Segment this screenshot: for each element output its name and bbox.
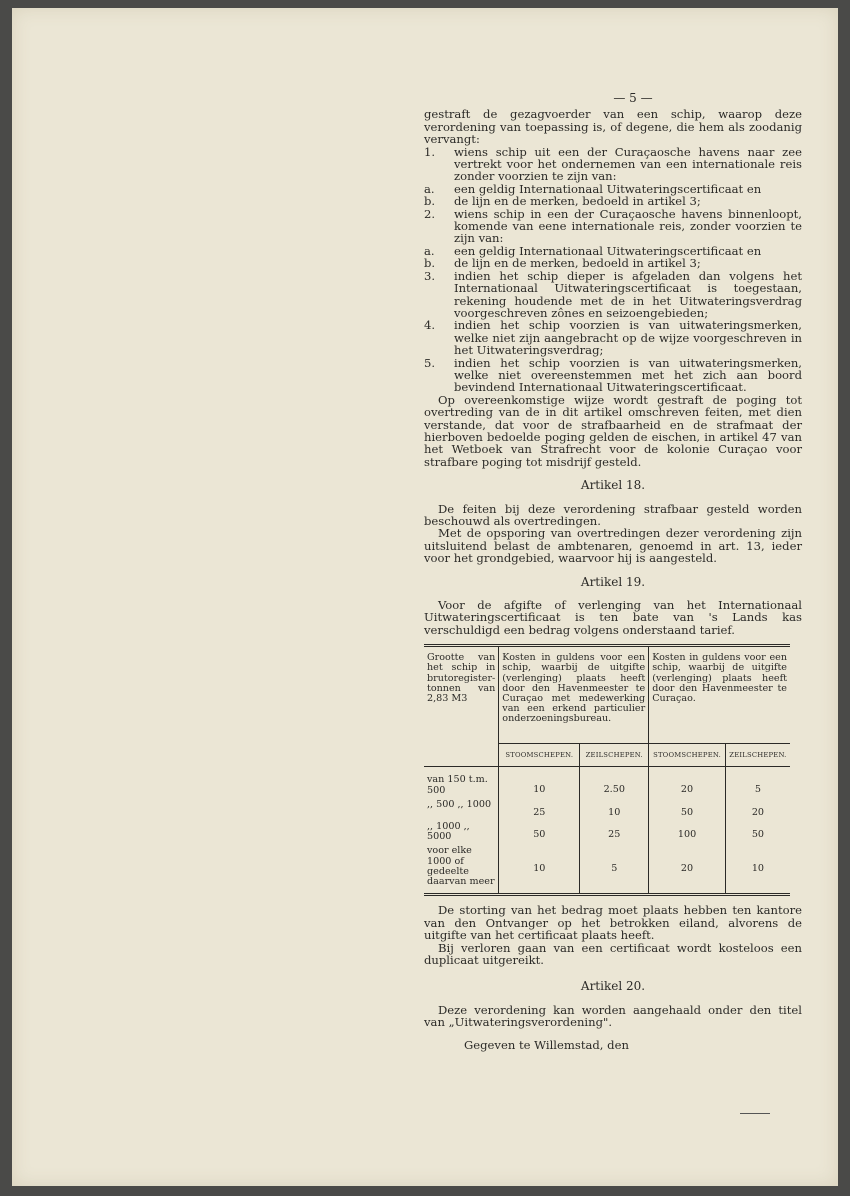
- value-cell: 50: [725, 820, 790, 844]
- list-item: 4. indien het schip voorzien is van uitwateringsmerken, welke niet zijn aangebracht op de wijze voorgeschreven in het Uitwateringsverdrag;: [424, 318, 802, 358]
- value-cell: 5: [725, 767, 790, 798]
- subheader-sailingships: ZEILSCHEPEN.: [580, 744, 649, 767]
- tonnage-header: Grootte van het schip in brutoregister-tonnen van 2,83 M3: [424, 646, 499, 767]
- article-19-heading: Artikel 19.: [580, 574, 646, 589]
- list-item: 2. wiens schip in een der Curaçaosche havens binnenloopt, komende van eene internationale reis, zonder voorzien te zijn van:: [424, 206, 802, 246]
- closing-line: Gegeven te Willemstad, den: [464, 1037, 629, 1052]
- offence-list: [424, 146, 802, 394]
- signature-dash: [740, 1113, 770, 1114]
- tonnage-cell: voor elke 1000 of gedeelte daarvan meer: [427, 845, 495, 888]
- value-cell: 10: [499, 844, 580, 894]
- intro-paragraph: gestraft de gezagvoerder van een schip, waarop deze verordening van toepassing is, of degene, die hem als zoodanig vervangt:: [424, 107, 802, 147]
- document-page: [12, 8, 838, 1186]
- table-row: [424, 767, 790, 798]
- tariff-table: [424, 644, 790, 896]
- subheader-steamships: STOOMSCHEPEN.: [499, 744, 580, 767]
- list-marker: b.: [424, 256, 436, 271]
- list-marker: 1.: [424, 144, 436, 159]
- value-cell: 10: [580, 798, 649, 820]
- article-19-paragraph: Voor de afgifte of verlenging van het Internationaal Uitwateringscertificaat is ten bate van 's Lands kas verschuldigd een bedrag volgens onderstaand tarief.: [424, 598, 802, 637]
- list-item: b. de lijn en de merken, bedoeld in artikel 3;: [424, 256, 701, 271]
- value-cell: 20: [725, 798, 790, 820]
- list-marker: 2.: [424, 206, 436, 221]
- list-marker: 3.: [424, 268, 436, 283]
- page-number: — 5 —: [613, 91, 653, 105]
- subheader-steamships: STOOMSCHEPEN.: [649, 744, 726, 767]
- bleed-through-ghost: [172, 86, 180, 112]
- value-cell: 2.50: [580, 767, 649, 798]
- value-cell: 100: [649, 820, 726, 844]
- value-cell: 10: [725, 844, 790, 894]
- tonnage-cell: ,, 1000 ,, 5000: [427, 821, 470, 843]
- value-cell: 50: [649, 798, 726, 820]
- list-item: 3. indien het schip dieper is afgeladen dan volgens het Internationaal Uitwateringscertificaat is toegestaan, rekening houdende met de in het Uitwateringsverdrag voorgeschreven zônes en seizoengebieden;: [424, 268, 802, 320]
- list-marker: a.: [424, 181, 435, 196]
- list-marker: 5.: [424, 355, 436, 370]
- list-item: a. een geldig Internationaal Uitwateringscertificaat en: [424, 181, 762, 196]
- list-item: 5. indien het schip voorzien is van uitwateringsmerken, welke niet overeenstemmen met het zich aan boord bevindend Internationaal Uitwateringscertificaat.: [424, 355, 802, 395]
- attempt-paragraph: Op overeenkomstige wijze wordt gestraft de poging tot overtreding van de in dit artikel omschreven feiten, met dien verstande, dat voor de strafbaarheid en de strafmaat der hierboven bedoelde poging gelden de eischen, in artikel 47 van het Wetboek van Strafrecht voor de kolonie Curaçao voor strafbare poging tot misdrijf gesteld.: [424, 392, 802, 469]
- list-marker: 4.: [424, 318, 436, 333]
- article-18-paragraph-1: De feiten bij deze verordening strafbaar gesteld worden beschouwd als overtredingen.: [424, 501, 802, 528]
- tonnage-cell: ,, 500 ,, 1000: [427, 798, 492, 810]
- list-marker: b.: [424, 194, 436, 209]
- value-cell: 5: [580, 844, 649, 894]
- article-20-heading: Artikel 20.: [580, 979, 646, 994]
- table-row: [424, 798, 790, 820]
- article-18-paragraph-2: Met de opsporing van overtredingen dezer verordening zijn uitsluitend belast de ambtenaren, genoemd in art. 13, ieder voor het grondgebied, waarvoor hij is aangesteld.: [424, 526, 802, 566]
- subheader-sailingships: ZEILSCHEPEN.: [725, 744, 790, 767]
- value-cell: 25: [580, 820, 649, 844]
- value-cell: 10: [499, 767, 580, 798]
- cost-header-harbourmaster: Kosten in guldens voor een schip, waarbij de uitgifte (verlenging) plaats heeft door den Havenmeester te Curaçao.: [649, 646, 790, 744]
- list-item: 1. wiens schip uit een der Curaçaosche havens naar zee vertrekt voor het ondernemen van een internationale reis zonder voorzien te zijn van:: [424, 144, 802, 184]
- value-cell: 20: [649, 767, 726, 798]
- payment-paragraph: De storting van het bedrag moet plaats hebben ten kantore van den Ontvanger op het betrokken eiland, alvorens de uitgifte van het certificaat plaats heeft.: [424, 903, 802, 943]
- tonnage-cell: van 150 t.m. 500: [427, 774, 488, 796]
- value-cell: 50: [499, 820, 580, 844]
- list-marker: a.: [424, 243, 435, 258]
- page-content: [424, 92, 802, 1051]
- article-18-heading: Artikel 18.: [580, 478, 646, 493]
- duplicate-paragraph: Bij verloren gaan van een certificaat wordt kosteloos een duplicaat uitgereikt.: [424, 940, 802, 967]
- cost-header-with-bureau: Kosten in guldens voor een schip, waarbij de uitgifte (verlenging) plaats heeft door den Havenmeester te Curaçao met medewerking van een erkend particulier onderzoeningsbureau.: [499, 646, 649, 744]
- list-item: b. de lijn en de merken, bedoeld in artikel 3;: [424, 194, 701, 209]
- value-cell: 20: [649, 844, 726, 894]
- article-20-paragraph: Deze verordening kan worden aangehaald onder den titel van „Uitwateringsverordening".: [424, 1002, 802, 1030]
- value-cell: 25: [499, 798, 580, 820]
- table-row: [424, 820, 790, 844]
- table-row: [424, 844, 790, 894]
- list-item: a. een geldig Internationaal Uitwateringscertificaat en: [424, 243, 762, 258]
